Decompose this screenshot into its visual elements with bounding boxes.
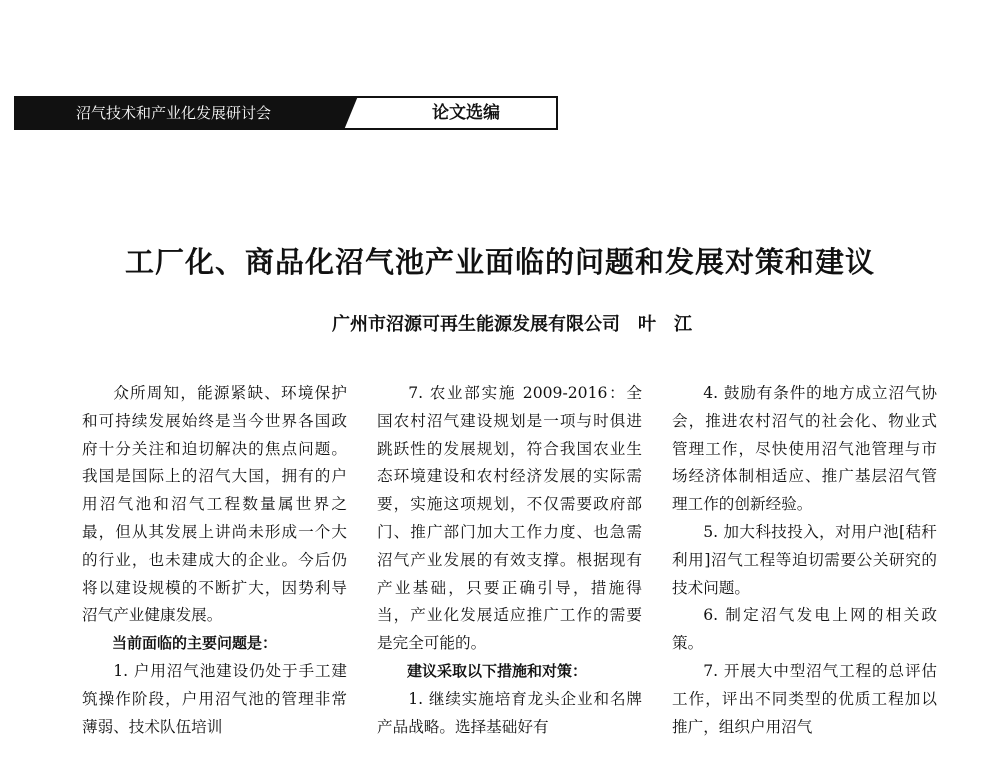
paragraph: 6. 制定沼气发电上网的相关政策。 [672, 606, 937, 653]
journal-header [14, 96, 558, 130]
paragraph: 4. 鼓励有条件的地方成立沼气协会，推进农村沼气的社会化、物业式管理工作，尽快使用沼气池管理与市场经济体制相适应、推广基层沼气管理工作的创新经验。 [672, 384, 937, 514]
conference-name: 沼气技术和产业化发展研讨会 [14, 96, 344, 130]
subheading: 当前面临的主要问题是： [112, 634, 278, 653]
paragraph: 1. 户用沼气池建设仍处于手工建筑操作阶段，户用沼气池的管理非常薄弱、技术队伍培训 [82, 661, 347, 736]
paragraph: 7. 农业部实施 2009-2016：全国农村沼气建设规划是一项与时俱进跳跃性的发展规划，符合我国农业生态环境建设和农村经济发展的实际需要，实施这项规划，不仅需要政府部门、推广部门加大工作力度、也急需沼气产业发展的有效支撑。根据现有产业基础，只要正确引导，措施得当，产业化发展适应推广工作的需要是完全可能的。 [377, 384, 642, 653]
article-title: 工厂化、商品化沼气池产业面临的问题和发展对策和建议 [124, 245, 875, 279]
paragraph: 5. 加大科技投入，对用户池[秸秆利用]沼气工程等迫切需要公关研究的技术问题。 [672, 522, 937, 597]
column-3 [672, 380, 937, 760]
paragraph: 1. 继续实施培育龙头企业和名牌产品战略。选择基础好有 [377, 689, 642, 736]
section-name: 论文选编 [344, 96, 558, 130]
author-affiliation: 广州市沼源可再生能源发展有限公司 叶 江 [332, 314, 692, 335]
subheading: 建议采取以下措施和对策： [407, 661, 588, 680]
column-1 [82, 380, 347, 760]
column-2 [377, 380, 642, 760]
paragraph: 7. 开展大中型沼气工程的总评估工作，评出不同类型的优质工程加以推广，组织户用沼气 [672, 661, 937, 736]
paragraph: 众所周知，能源紧缺、环境保护和可持续发展始终是当今世界各国政府十分关注和迫切解决的焦点问题。我国是国际上的沼气大国，拥有的户用沼气池和沼气工程数量属世界之最，但从其发展上讲尚未形成一个大的行业，也未建成大的企业。今后仍将以建设规模的不断扩大，因势利导沼气产业健康发展。 [82, 384, 347, 625]
article-body [82, 380, 938, 760]
